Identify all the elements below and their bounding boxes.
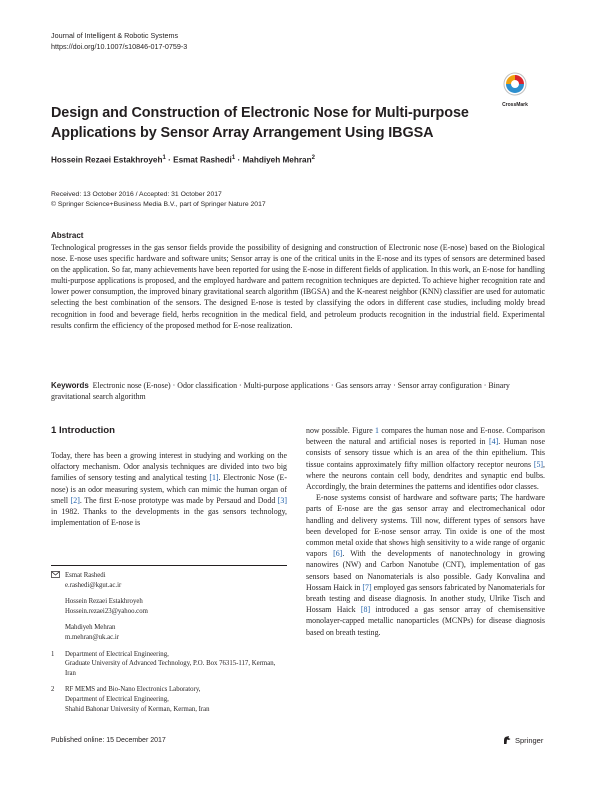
author-separator: · bbox=[165, 155, 174, 165]
journal-name: Journal of Intelligent & Robotic Systems bbox=[51, 31, 179, 40]
paragraph-text: in 1982. Thanks to the developments in the gas sensors technology, implementation of E-nose is bbox=[51, 507, 287, 528]
affiliation-line: RF MEMS and Bio-Nano Electronics Laboratory, bbox=[65, 686, 201, 694]
paragraph-text: . The first E-nose prototype was made by Persaud and Dodd bbox=[79, 495, 278, 505]
abstract-text: Technological progresses in the gas sensor fields provide the possibility of designing and construction of Electronic nose (E-nose) based on the Biological nose. E-nose uses specific hardware and software units; Sensor array is one of the critical units in the E-nose and its types of sensors are determined based on the application. So far, many achievements have been reported for using the E-nose in different fields of application. In this work, an E-nose for handling multi-purpose applications is proposed, and the employed hardware and pattern recognition techniques are depicted. To achieve higher recognition rate and lower power consumption, the improved binary gravitational search algorithm (IBGSA) and the K-nearest neighbor (KNN) classifier are used for automatic selecting the best combination of the sensors. The designed E-nose is tested by classifying the odors in different case studies, including moldy bread recognition in food and beverage field, herbs recognition in the medical field, and petroleum products recognition in the industrial field. Experimental results confirm the efficiency of the proposed method for E-nose realization. bbox=[51, 243, 545, 330]
paragraph-text: E-nose systems consist of hardware and software parts; The hardware parts of E-nose are the gas sensor array and electromechanical odor handling and delivery systems. Till now, different types of sensors have been developed for E-nose sensor array. Tin oxide is one of the most common metal oxide that shows high sensitivity to a wide range of organic vapors bbox=[306, 493, 545, 559]
paragraph-text: introduced a gas sensor array of chemisensitive monolayer-capped metallic nanoparticles (MCNPs) for disease diagnosis based on breath testing. bbox=[306, 605, 545, 637]
intro-right-column bbox=[306, 425, 545, 638]
crossmark-icon bbox=[503, 72, 527, 96]
footnote-divider bbox=[51, 565, 287, 566]
affiliation-line: Department of Electrical Engineering, bbox=[65, 650, 169, 658]
paragraph-text: . With the developments of nanotechnology in growing nanowires (NW) and Carbon Nanotube (CNT), implementation of gas sensors based on Nanomaterials is also possible. Gady Konvalina and Hossam Haick in bbox=[306, 549, 545, 592]
paragraph-text: . Human nose consists of sensory tissue which is an area of the thin epithelium. This tissue contains approximately fifty million olfactory receptor neurons bbox=[306, 437, 545, 469]
figure-link[interactable]: 1 bbox=[375, 426, 379, 435]
contact-name: Esmat Rashedi bbox=[65, 572, 106, 579]
published-online: Published online: 15 December 2017 bbox=[51, 737, 166, 744]
abstract-heading: Abstract bbox=[51, 231, 84, 240]
affiliation-number: 1 bbox=[51, 650, 55, 658]
paragraph-text: compares the human nose and E-nose. Comparison between the natural and artificial noses is reported in bbox=[306, 426, 545, 447]
journal-header bbox=[51, 30, 187, 52]
section-heading-introduction: 1 Introduction bbox=[51, 425, 115, 436]
paragraph-text: employed gas sensors fabricated by Nanomaterials for breath testing and disease diagnosis. In another study, Ulrike Tisch and Hossam Haick bbox=[306, 582, 545, 615]
paragraph bbox=[306, 425, 545, 492]
journal-doi[interactable]: https://doi.org/10.1007/s10846-017-0759-3 bbox=[51, 42, 188, 51]
author-name[interactable]: Hossein Rezaei Estakhroyeh bbox=[51, 155, 163, 165]
envelope-icon bbox=[51, 571, 65, 643]
affiliation-number: 2 bbox=[51, 686, 55, 694]
publisher-name: Springer bbox=[515, 735, 544, 745]
contact-block bbox=[51, 571, 287, 643]
citation-link[interactable]: [7] bbox=[362, 582, 372, 592]
publication-dates bbox=[51, 190, 266, 210]
author-affiliation: 2 bbox=[311, 155, 315, 161]
affiliation-line: Shahid Bahonar University of Kerman, Kerman, Iran bbox=[65, 705, 210, 713]
contact-name: Mahdiyeh Mehran bbox=[65, 624, 116, 632]
contact-email[interactable]: e.rashedi@kgut.ac.ir bbox=[65, 581, 122, 589]
article-title: Design and Construction of Electronic Nose for Multi-purpose Applications by Sensor Array Arrangement Using IBGSA bbox=[51, 105, 469, 141]
author-affiliation: 1 bbox=[231, 155, 236, 161]
springer-horse-icon bbox=[502, 735, 512, 745]
citation-link[interactable]: [6] bbox=[333, 549, 343, 559]
paragraph-text: . Electronic Nose (E-nose) is an odor measuring system, which can mimic the human organ of smell bbox=[51, 473, 287, 505]
author-name[interactable]: Esmat Rashedi bbox=[173, 155, 232, 165]
contact-email[interactable]: Hossein.rezaei23@yahoo.com bbox=[65, 607, 148, 615]
author-separator: · bbox=[235, 155, 243, 165]
publisher-logo bbox=[502, 735, 543, 745]
affiliation-item bbox=[51, 650, 287, 679]
citation-link[interactable]: [8] bbox=[360, 605, 371, 615]
contact-name: Hossein Rezaei Estakhroyeh bbox=[65, 598, 143, 606]
author-name[interactable]: Mahdiyeh Mehran bbox=[242, 155, 312, 165]
citation-link[interactable]: [5] bbox=[533, 459, 544, 469]
keywords bbox=[51, 380, 545, 402]
keywords-text: Electronic nose (E-nose) · Odor classification · Multi-purpose applications · Gas sensors array · Sensor array configuration · Binary gravitational search algorithm bbox=[51, 381, 510, 402]
keywords-label: Keywords bbox=[51, 381, 89, 390]
affiliation-line: Graduate University of Advanced Technology, P.O. Box 76315-117, Kerman, Iran bbox=[65, 660, 276, 677]
received-date: Received: 13 October 2016 / Accepted: 31 October 2017 bbox=[51, 191, 222, 198]
paragraph-text: , where the neurons contain cell body, dendrites and synaptic end bulbs. Accordingly, the brain determines the patterns and identifies odor classes. bbox=[306, 459, 545, 492]
paragraph bbox=[306, 492, 545, 638]
contact-email[interactable]: m.mehran@uk.ac.ir bbox=[65, 633, 120, 641]
copyright-line: © Springer Science+Business Media B.V., part of Springer Nature 2017 bbox=[51, 201, 266, 208]
citation-link[interactable]: [2] bbox=[70, 495, 80, 505]
affiliation-line: Department of Electrical Engineering, bbox=[65, 695, 169, 703]
contact-list bbox=[65, 571, 148, 643]
footnotes bbox=[51, 571, 287, 714]
citation-link[interactable]: [4] bbox=[489, 437, 499, 447]
citation-link[interactable]: [3] bbox=[277, 495, 287, 505]
citation-link[interactable]: [1] bbox=[209, 473, 219, 483]
paragraph-text: Today, there has been a growing interest in studying and working on the olfactory mechanism. Odor analysis techniques are divided into two big families of sensory testing and analytical testing bbox=[51, 451, 287, 483]
affiliation-item bbox=[51, 685, 287, 714]
intro-left-column bbox=[51, 450, 287, 528]
paragraph-text: now possible. Figure bbox=[306, 426, 376, 435]
crossmark-label: CrossMark bbox=[502, 102, 528, 108]
author-list bbox=[51, 155, 315, 165]
author-affiliation: 1 bbox=[162, 155, 166, 161]
